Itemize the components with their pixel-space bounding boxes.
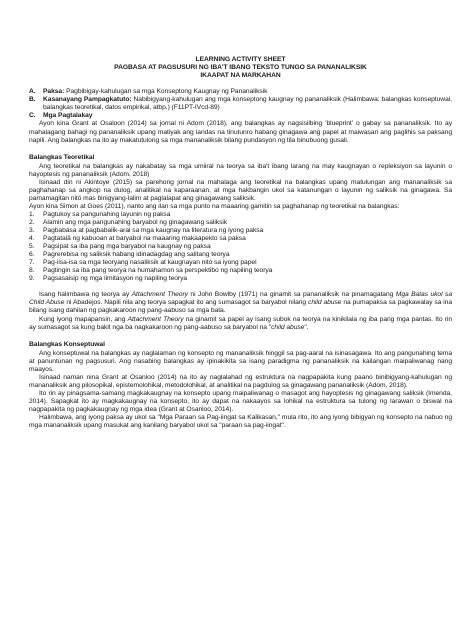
konseptuwal-paragraph-3: Ito rin ay pinagsama-samang magkakaugnay na konsepto upang maipaliwanag o masagot ang hayoptesis ng ginagawang saliksik (Imenda, 2014). Sapagkat ito ay magkakaugnay na konsepto, ito ay dapat na nakaayos sa lohikal na estruktura sa tulong ng larawan o biswal na nagpapakita ng pagkakaugnay ng mga idea (Grant at Osanloo, 2014). <box>29 389 452 413</box>
teoretikal-example-paragraph: Isang halimbawa ng teorya ay Attachment Theory ni John Bowlby (1971) na ginamit sa pananaliksik na pinamagatang Mga Batas ukol sa Child Abuse ni Abadejos. Napili nila ang teorya sapagkat ito ang sumasagot sa baryabol nilang child abuse na pumapaksa sa pagkawalay sa ina bilang isang dahilan ng pagkakaroon ng pang-aabuso sa mga bata. <box>29 291 452 315</box>
step-item <box>29 235 452 243</box>
header-quarter: IKAAPAT NA MARKAHAN <box>200 72 281 80</box>
outline-item-pagtalakay <box>29 112 452 120</box>
step-number: 5. <box>29 243 35 251</box>
step-number: 3. <box>29 227 35 235</box>
step-number: 9. <box>29 275 35 283</box>
intro-paragraph: Ayon kina Grant at Osaloon (2014) sa jornal ni Adom (2018), ang balangkas ay nagsisilbing 'blueprint' o gabay sa pananaliksik. Ito ay mahalagang bahagi ng pananaliksik upang matiyak ang landas na tinutunго habang ginagawa ang papel at maiwasan ang paglihis sa paksang napili. Ang balangkas na ito ay makatutulong sa mga mananaliksik bilang pundasyon ng tila binubuong gusali. <box>29 120 452 144</box>
teoretikal-steps-list <box>29 211 452 283</box>
header-title: LEARNING ACTIVITY SHEET <box>195 56 286 63</box>
step-text: Pag-iisa-isa sa mga teoryang nasaliksik at kaugnayan nitó sa iyong papel <box>43 259 257 267</box>
outline-item-kasanayan <box>29 96 452 112</box>
step-item <box>29 219 452 227</box>
kasanayan-text: Nabibigyang-kahulugan ang mga konseptong kaugnay ng pananaliksik (Halimbawa: balangkas konseptuwal, balangkas teoretikal, datos empirikal, atbp.) (F11PT-IVcd-89) <box>43 96 452 112</box>
step-item <box>29 211 452 219</box>
step-text: Pagrerebisa ng saliksik habang idinadagdag ang salitang teorya <box>43 251 230 259</box>
step-text: Pagtingin sa iba pang teorya na humahamon sa perspektibo ng napiling teorya <box>43 267 273 275</box>
step-item <box>29 251 452 259</box>
step-item <box>29 275 452 283</box>
study-title: Mga Batas ukol sa Child Abuse <box>29 291 452 307</box>
teoretikal-observation-paragraph: Kung iyong mapapansin, ang Attachment Theory na ginamit sa papel ay isang subok na teorya na kinikilala ng iba pang mga pantas. Ito rin ay sumasagot sa kung bakit nga ba nagkakaroon ng pang-aabuso sa baryabol na "child abuse". <box>29 315 453 331</box>
step-item <box>29 243 452 251</box>
step-text: Alamin ang mga pangunahing baryabol ng ginagawang saliksik <box>43 218 228 226</box>
step-text: Pagsipat sa iba pang mga baryabol na kaugnay ng paksa <box>43 243 211 251</box>
step-text: Pagtukoy sa pangunahing layunin ng paksa <box>43 210 171 218</box>
attachment-theory-title: Attachment Theory <box>127 315 184 323</box>
kasanayan-label: Kasanayang Pampagkatuto: <box>43 96 132 104</box>
step-text: Pagtatalâ ng kabuoan at baryabol na maaaring makaapekto sa paksa <box>43 235 246 243</box>
outline-letter: A. <box>29 88 36 96</box>
step-text: Pagbabása at pagbabalik-aral sa mga kaugnay na literatura ng iyong paksa <box>43 227 264 235</box>
outline-letter: B. <box>29 96 36 104</box>
step-number: 1. <box>29 210 35 218</box>
step-number: 2. <box>29 218 35 226</box>
step-text: Pagsasaisip ng mga limitasyon ng napiling teorya <box>43 275 188 283</box>
document-header <box>29 56 452 80</box>
step-number: 7. <box>29 259 35 267</box>
teoretikal-paragraph-3: Ayon kina Simon at Goes (2011), nanto ang ilan sa mga punto na maaaring gamitin sa paghahanap ng teoretikal na balangkas: <box>29 202 400 210</box>
header-subject: PAGBASA AT PAGSUSURI NG IBA'T IBANG TEKSTO TUNGO SA PANANALIKSIK <box>114 64 367 72</box>
step-item <box>29 227 452 235</box>
variable-term: child abuse <box>308 299 342 307</box>
paksa-text: Pagbibigay-kahulugan sa mga Konseptong Kaugnay ng Pananaliksik <box>64 88 268 96</box>
konseptuwal-paragraph-4: Halimbawa, ang iyong paksa ay ukol sa "Mga Paraan sa Pag-iingat sa Kalikasan," mula rito, ito ang iyong bibigyan ng konsepto na nabuo ng mga mananaliksik upang masukat ang kanilang baryabol ukol sa "paraan sa pag-iingat". <box>29 414 452 430</box>
konseptuwal-paragraph-1: Ang konseptuwal na balangkas ay naglalaman ng konsepto ng mananaliksik hinggil sa pag-aaral na isinasagawa. Ito ang pangunahing tema at panuntunan ng pagsusuri. Ang nasabing balangkas ay ipinakikita sa isang paradigma ng pananaliksik na kailangan maipaliwanag nang maayos. <box>29 349 452 373</box>
konseptuwal-heading: Balangkas Konseptuwal <box>29 340 105 348</box>
step-item <box>29 267 452 275</box>
outline-item-paksa <box>29 88 452 96</box>
attachment-theory-title: Attachment Theory <box>131 291 188 299</box>
outline-list <box>29 88 452 120</box>
teoretikal-paragraph-2: Isinaad din ni Akintoye (2015) sa parehong jornal na mahalaga ang teoretikal na balangkas upang matulungan ang mananaliksik sa paghahanap sa angkop na dulog, analitikal na kaparaanan, at mga hakbangin ukol sa katanungan o layunin ng saliksik na ginagawa. Sa pamamagitan nitó mas binigyang-lalim at paglalapat ang ginagawang saliksik. <box>29 178 452 202</box>
step-item <box>29 259 452 267</box>
teoretikal-heading: Balangkas Teoretikal <box>29 153 95 161</box>
pagtalakay-label: Mga Pagtalakay <box>43 112 93 120</box>
konseptuwal-paragraph-2: Isinaad naman nina Grant at Osanloo (2014) na ito ay naglalahad ng estruktura na nagpapakita kung paano binibigyang-kahulugan ng mananaliksik ang pilosopikal, epistemolohikal, metodolohikal, at analitikal na pagdulog sa ginagawang pananaliksik (Adom, 2018). <box>29 373 452 389</box>
step-number: 4. <box>29 235 35 243</box>
teoretikal-paragraph-1: Ang teoretikal na balangkas ay nakabatay sa mga umiiral na teorya sa iba't ibang larang na may kaugnayan o repleksiyon sa layunin o hayoptesis ng pananaliksik (Adom, 2018) <box>29 162 452 178</box>
paksa-label: Paksa: <box>43 88 65 96</box>
variable-term: child abuse <box>271 323 305 331</box>
step-number: 8. <box>29 267 35 275</box>
outline-letter: C. <box>29 112 36 120</box>
step-number: 6. <box>29 251 35 259</box>
